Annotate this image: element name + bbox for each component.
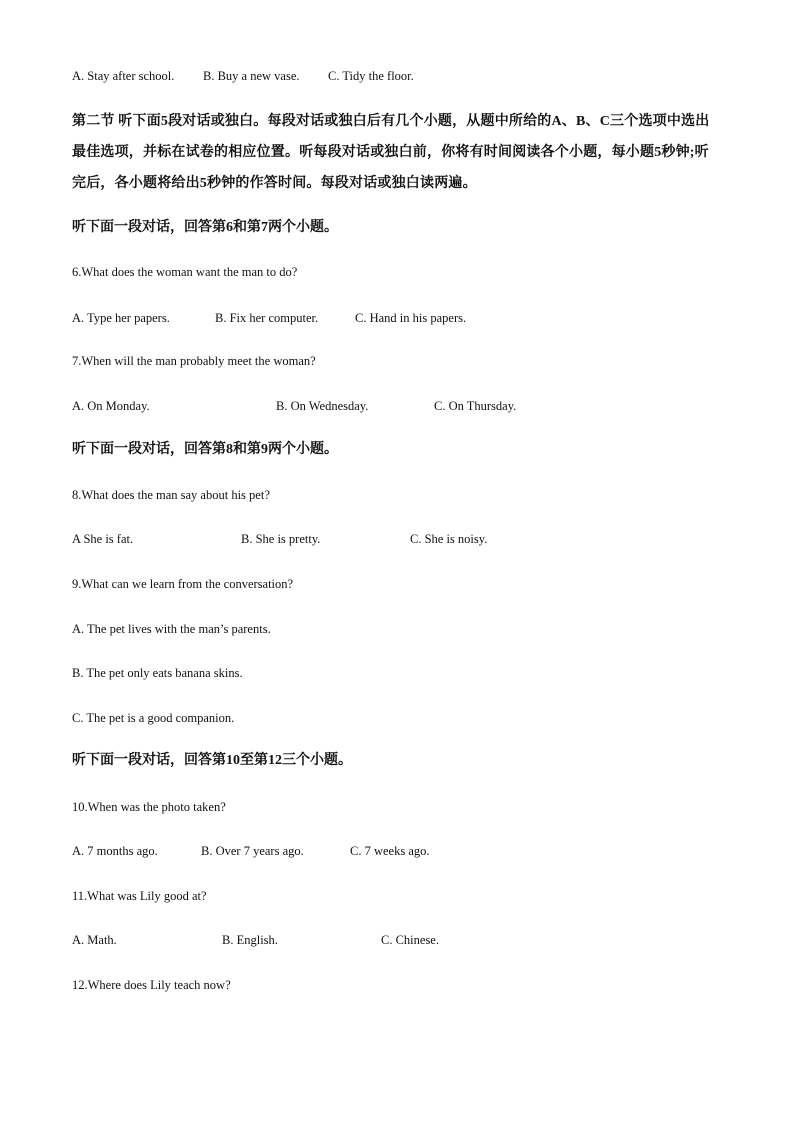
- q8-option-b: B. She is pretty.: [241, 532, 321, 546]
- q5-option-a: A. Stay after school.: [72, 69, 175, 83]
- q6-option-a: A. Type her papers.: [72, 311, 170, 325]
- q9-option-c: C. The pet is a good companion.: [72, 711, 235, 725]
- q7-option-b: B. On Wednesday.: [276, 399, 369, 413]
- q10-option-a: A. 7 months ago.: [72, 844, 158, 858]
- q6-option-b: B. Fix her computer.: [215, 311, 319, 325]
- q10-question: 10.When was the photo taken?: [72, 800, 226, 814]
- dialog2-heading: 听下面一段对话，回答第8和第9两个小题。: [72, 442, 338, 457]
- section2-intro: 第二节 听下面5段对话或独白。每段对话或独白后有几个小题，从题中所给的A、B、C三个选项中选出最佳选项，并标在试卷的相应位置。听每段对话或独白前，你将有时间阅读各个小题，每小题5秒钟;听完后，各小题将给出5秒钟的作答时间。每段对话或独白读两遍。: [72, 114, 710, 191]
- q11-option-b: B. English.: [222, 933, 278, 947]
- dialog1-heading: 听下面一段对话，回答第6和第7两个小题。: [72, 220, 338, 235]
- q7-question: 7.When will the man probably meet the woman?: [72, 354, 316, 368]
- q9-option-a: A. The pet lives with the man’s parents.: [72, 622, 271, 636]
- q8-option-c: C. She is noisy.: [410, 532, 488, 546]
- q9-option-b: B. The pet only eats banana skins.: [72, 666, 243, 680]
- q11-option-a: A. Math.: [72, 933, 117, 947]
- q7-option-a: A. On Monday.: [72, 399, 150, 413]
- q6-question: 6.What does the woman want the man to do?: [72, 265, 298, 279]
- q9-question: 9.What can we learn from the conversation?: [72, 577, 294, 591]
- q11-question: 11.What was Lily good at?: [72, 889, 207, 903]
- q12-question: 12.Where does Lily teach now?: [72, 978, 231, 992]
- q7-option-c: C. On Thursday.: [434, 399, 517, 413]
- q6-option-c: C. Hand in his papers.: [355, 311, 467, 325]
- q5-option-b: B. Buy a new vase.: [203, 69, 300, 83]
- q10-option-c: C. 7 weeks ago.: [350, 844, 430, 858]
- q10-option-b: B. Over 7 years ago.: [201, 844, 304, 858]
- q5-option-c: C. Tidy the floor.: [328, 69, 414, 83]
- dialog3-heading: 听下面一段对话，回答第10至第12三个小题。: [72, 753, 352, 768]
- q8-option-a: A She is fat.: [72, 532, 134, 546]
- q8-question: 8.What does the man say about his pet?: [72, 488, 270, 502]
- q11-option-c: C. Chinese.: [381, 933, 439, 947]
